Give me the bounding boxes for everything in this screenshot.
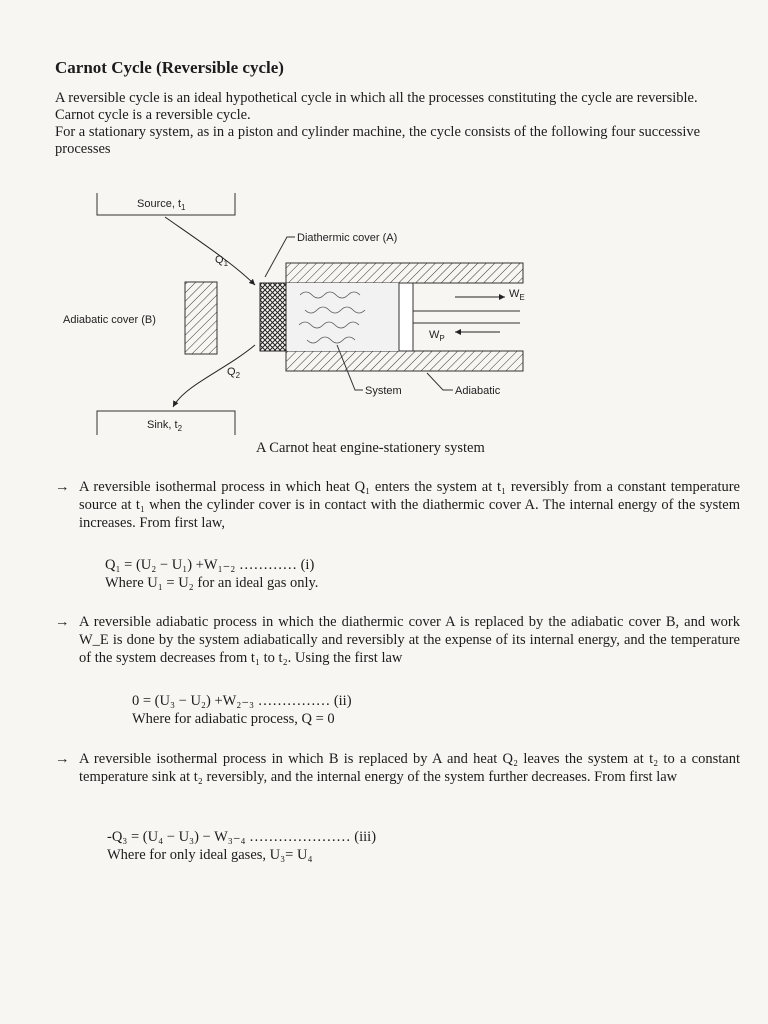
process-1 [55, 478, 740, 532]
process-3 [55, 750, 740, 786]
bullet-arrow: → [55, 479, 70, 495]
system-label: System [365, 385, 402, 397]
wp-label: $W_P$ [429, 329, 445, 343]
process-2-equations [132, 692, 352, 728]
bullet-arrow: → [55, 751, 70, 767]
piston [399, 283, 413, 351]
process-1-equations [105, 556, 318, 592]
process-3-text: A reversible isothermal process in which B is replaced by A and heat Q₂ leaves the system at t₂ to a constant temperature sink at t₂ reversibly, and the internal energy of the system further decreases. From first law [79, 751, 740, 785]
adiabatic-cover-label: Adiabatic cover (B) [63, 314, 156, 326]
equation-i-note: Where U₁ = U₂ for an ideal gas only. [105, 575, 319, 591]
equation-iii: -Q₃ = (U₄ − U₃) − W₃₋₄ ………………… (iii) [107, 829, 377, 845]
working-gas [287, 283, 399, 351]
cylinder-top-wall [286, 263, 523, 283]
equation-iii-note: Where for only ideal gases, U₃= U₄ [107, 847, 313, 863]
intro-line-2: For a stationary system, as in a piston and cylinder machine, the cycle consists of the following four successive processes [55, 124, 701, 157]
intro-line-1: A reversible cycle is an ideal hypothetical cycle in which all the processes constituting the cycle are reversible. Carnot cycle is a reversible cycle. [55, 90, 698, 123]
cylinder-bottom-wall [286, 351, 523, 371]
bullet-arrow: → [55, 614, 70, 630]
adiabatic-leader [427, 373, 453, 390]
diathermic-cover-a [260, 283, 286, 351]
adiabatic-cover-b [185, 282, 217, 354]
equation-ii-note: Where for adiabatic process, Q = 0 [132, 711, 335, 727]
process-1-text: A reversible isothermal process in which heat Q₁ enters the system at t₁ reversibly from a constant temperature source at t₁ when the cylinder cover is in contact with the diathermic cover A. The internal energy of the system increases. From first law, [79, 479, 740, 531]
we-label: $W_E$ [509, 288, 525, 302]
sink-label: Sink, $t_2$ [147, 419, 183, 433]
q2-label: $Q_2$ [227, 366, 241, 380]
process-2-text: A reversible adiabatic process in which the diathermic cover A is replaced by the adiabatic cover B, and work W_E is done by the system adiabatically and reversibly at the expense of its internal energy, and the temperature of the system decreases from t₁ to t₂. Using the first law [79, 614, 740, 666]
source-label: Source, $t_1$ [137, 198, 186, 212]
carnot-engine-diagram [55, 185, 585, 435]
process-2 [55, 613, 740, 667]
q1-arrow [165, 217, 255, 285]
equation-i: Q₁ = (U₂ − U₁) +W₁₋₂ ………… (i) [105, 557, 315, 573]
adiabatic-label: Adiabatic [455, 385, 501, 397]
q1-label: $Q_1$ [215, 254, 229, 268]
figure-caption: A Carnot heat engine-stationery system [256, 440, 485, 456]
intro-paragraph [55, 90, 735, 158]
process-3-equations [107, 828, 376, 864]
page-title: Carnot Cycle (Reversible cycle) [55, 58, 284, 77]
equation-ii: 0 = (U₃ − U₂) +W₂₋₃ …………… (ii) [132, 693, 352, 709]
diathermic-label: Diathermic cover (A) [297, 232, 398, 244]
